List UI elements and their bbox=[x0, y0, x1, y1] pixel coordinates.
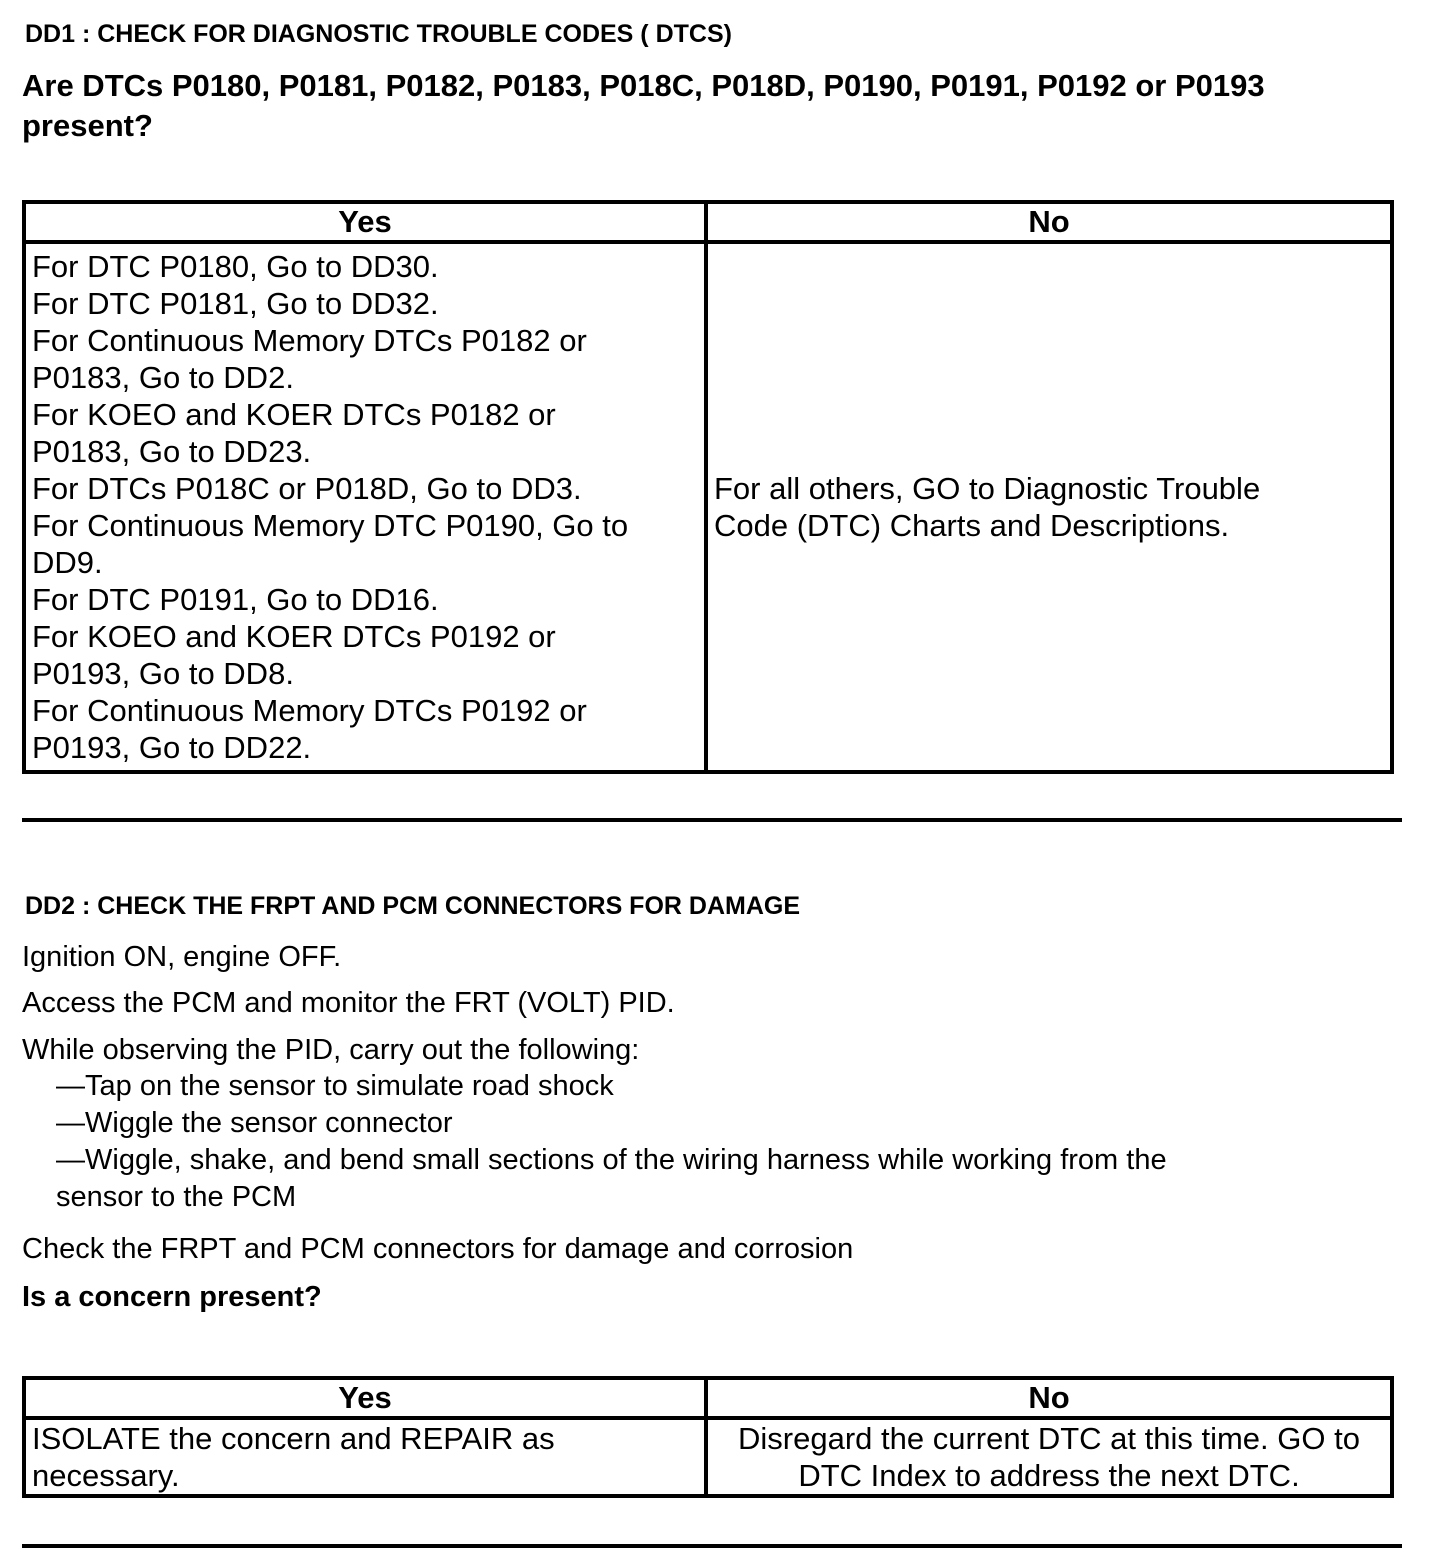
dd1-yes-cell bbox=[24, 242, 706, 772]
dd2-question: Is a concern present? bbox=[22, 1281, 322, 1313]
dd2-substep-tap: —Tap on the sensor to simulate road shock bbox=[56, 1070, 614, 1102]
dd1-yes-line: For DTCs P018C or P018D, Go to DD3. bbox=[32, 471, 582, 506]
dd2-substeps bbox=[56, 1068, 1356, 1216]
dd1-yes-line: For Continuous Memory DTC P0190, Go to bbox=[32, 508, 629, 543]
dd1-table-header-row bbox=[24, 202, 1392, 242]
dd2-no-header: No bbox=[706, 1378, 1392, 1418]
dd2-step-check-connectors: Check the FRPT and PCM connectors for damage and corrosion bbox=[22, 1233, 854, 1265]
dd1-yes-line: For Continuous Memory DTCs P0192 or bbox=[32, 693, 587, 728]
dd2-step-access-pcm: Access the PCM and monitor the FRT (VOLT) PID. bbox=[22, 987, 675, 1019]
dd1-no-header: No bbox=[706, 202, 1392, 242]
dd1-no-line: For all others, GO to Diagnostic Trouble bbox=[714, 471, 1261, 506]
section-divider-bottom bbox=[22, 1544, 1402, 1548]
dd2-substep-wiggle-harness: —Wiggle, shake, and bend small sections of the wiring harness while working from the bbox=[56, 1144, 1167, 1176]
dd2-decision-table bbox=[22, 1376, 1394, 1498]
dd2-title: DD2 : CHECK THE FRPT AND PCM CONNECTORS FOR DAMAGE bbox=[25, 892, 801, 920]
dd2-no-cell bbox=[706, 1418, 1392, 1496]
dd2-no-line: DTC Index to address the next DTC. bbox=[798, 1458, 1300, 1493]
dd1-question-line2: present? bbox=[22, 108, 153, 143]
dd2-step-ignition: Ignition ON, engine OFF. bbox=[22, 941, 342, 973]
dd1-decision-table bbox=[22, 200, 1394, 774]
section-divider bbox=[22, 818, 1402, 822]
dd1-question bbox=[22, 66, 1402, 146]
dd1-yes-line: P0193, Go to DD22. bbox=[32, 730, 312, 765]
dd2-yes-line: ISOLATE the concern and REPAIR as bbox=[32, 1421, 555, 1456]
dd2-substep-wiggle-harness-cont: sensor to the PCM bbox=[56, 1181, 297, 1213]
dd2-yes-cell bbox=[24, 1418, 706, 1496]
dd1-table-row bbox=[24, 242, 1392, 772]
dd1-question-line1: Are DTCs P0180, P0181, P0182, P0183, P018C, P018D, P0190, P0191, P0192 or P0193 bbox=[22, 68, 1265, 103]
dd1-title: DD1 : CHECK FOR DIAGNOSTIC TROUBLE CODES ( DTCS) bbox=[25, 20, 732, 48]
dd1-yes-line: For DTC P0191, Go to DD16. bbox=[32, 582, 439, 617]
dd1-yes-header: Yes bbox=[24, 202, 706, 242]
dd1-yes-line: For KOEO and KOER DTCs P0182 or bbox=[32, 397, 556, 432]
dd2-yes-line: necessary. bbox=[32, 1458, 180, 1493]
dd1-yes-line: P0183, Go to DD23. bbox=[32, 434, 312, 469]
dd1-yes-line: For KOEO and KOER DTCs P0192 or bbox=[32, 619, 556, 654]
dd1-yes-line: For DTC P0181, Go to DD32. bbox=[32, 286, 439, 321]
dd2-step-observe: While observing the PID, carry out the following: bbox=[22, 1034, 640, 1066]
dd1-yes-line: P0183, Go to DD2. bbox=[32, 360, 294, 395]
dd1-yes-line: DD9. bbox=[32, 545, 103, 580]
dd1-yes-line: For Continuous Memory DTCs P0182 or bbox=[32, 323, 587, 358]
dd2-yes-header: Yes bbox=[24, 1378, 706, 1418]
dd2-table-row bbox=[24, 1418, 1392, 1496]
dd1-yes-line: P0193, Go to DD8. bbox=[32, 656, 294, 691]
dd1-yes-line: For DTC P0180, Go to DD30. bbox=[32, 249, 439, 284]
dd1-no-line: Code (DTC) Charts and Descriptions. bbox=[714, 508, 1230, 543]
dd1-no-cell bbox=[706, 242, 1392, 772]
dd2-table-header-row bbox=[24, 1378, 1392, 1418]
dd2-no-line: Disregard the current DTC at this time. GO to bbox=[738, 1421, 1360, 1456]
dd2-substep-wiggle-connector: —Wiggle the sensor connector bbox=[56, 1107, 453, 1139]
